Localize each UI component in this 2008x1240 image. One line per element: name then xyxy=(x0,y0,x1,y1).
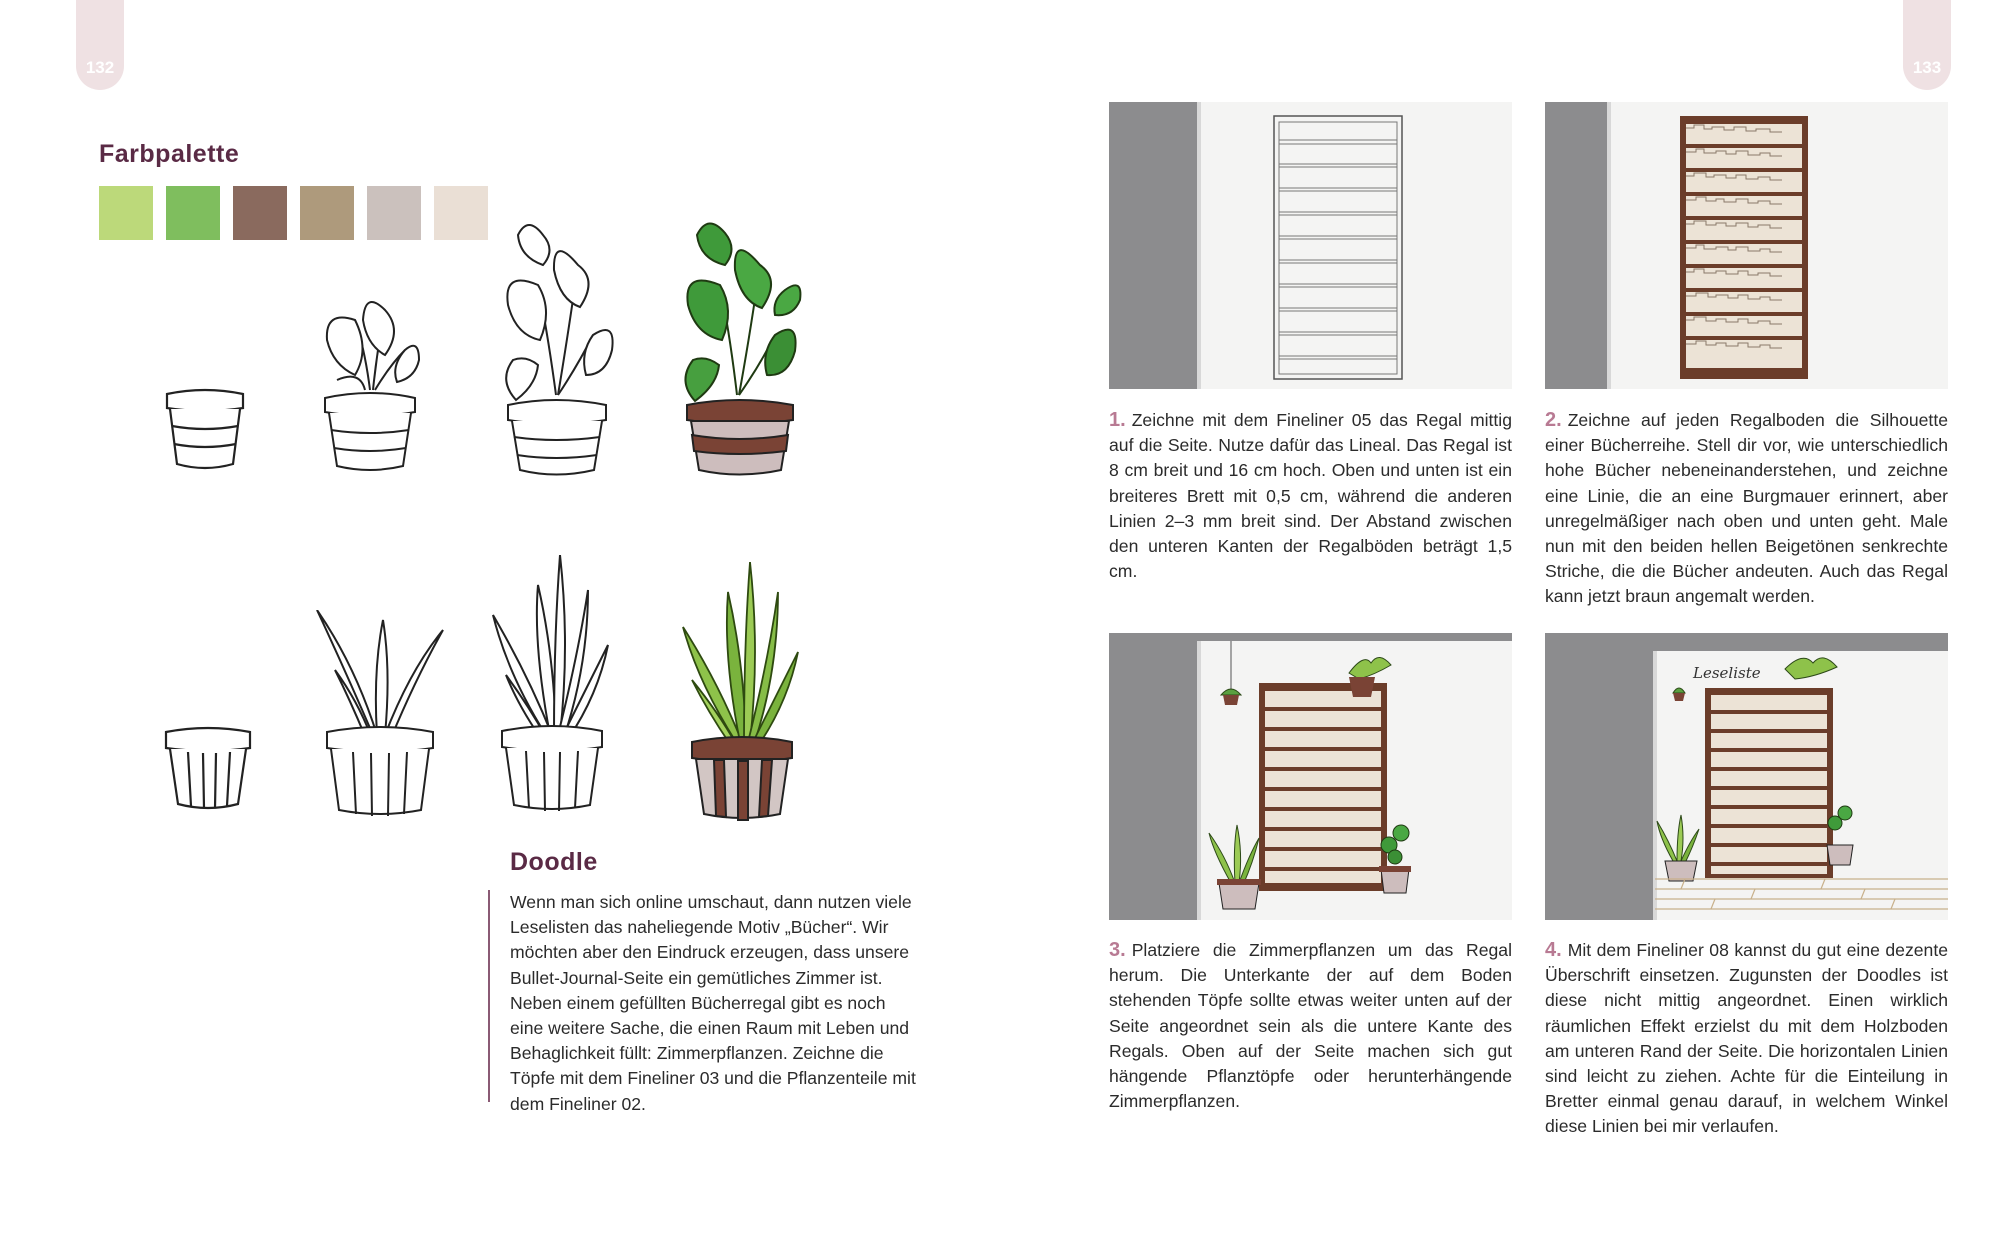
heart-plant-sketch-large xyxy=(498,215,618,480)
page-number-tab-left xyxy=(76,0,124,90)
step-1-number: 1. xyxy=(1109,409,1126,431)
doodle-text: Wenn man sich online umschaut, dann nutzen viele Leselisten das naheliegende Motiv „Bücher“. Wir möchten aber den Eindruck erzeugen, dass unsere Bullet-Journal-Seite ein gemütliches Zimmer ist. Neben einem gefüllten Bücherregal gibt es noch eine weitere Sache, die einen Raum mit Leben und Behaglichkeit füllt: Zimmerpflanzen. Zeichne die Töpfe mit dem Fineliner 03 und die Pflanzenteile mit dem Fineliner 02. xyxy=(510,892,916,1114)
pot-empty-ribbed xyxy=(158,718,258,818)
step-4-body: Mit dem Fineliner 08 kannst du gut eine dezente Überschrift einsetzen. Zugunsten der Doodles ist diese nicht mittig angeordnet. Einen wirklich räumlichen Effekt erzielst du mit dem Holzboden am unteren Rand der Seite. Die horizontalen Linien sind leicht zu ziehen. Achte für die Einteilung in Bretter einmal genau darauf, in welchem Winkel diese Linien bei mir verlaufen. xyxy=(1545,940,1948,1137)
snake-plant-sketch-large xyxy=(488,555,613,815)
step-1-text xyxy=(1109,408,1512,584)
step-4-number: 4. xyxy=(1545,939,1562,961)
palette-swatch xyxy=(300,186,354,240)
snake-plant-sketch-small xyxy=(315,610,445,820)
step-2-body: Zeichne auf jeden Regalboden die Silhouette einer Bücherreihe. Stell dir vor, wie unterschiedlich hohe Bücher nebeneinanderstehen, und zeichne eine Linie, die an eine Burgmauer erinnert, aber unregelmäßiger nach oben und unten geht. Male nun mit den beiden hellen Beigetönen senkrechte Striche, die die Bücher andeuten. Auch das Regal kann jetzt braun angemalt werden. xyxy=(1545,410,1948,607)
step-3-number: 3. xyxy=(1109,939,1126,961)
heart-plant-colored xyxy=(675,215,805,480)
doodle-title: Doodle xyxy=(510,848,598,876)
page-number-left: 132 xyxy=(85,58,115,77)
step-2-photo xyxy=(1545,102,1948,389)
page-number-right: 133 xyxy=(1912,58,1942,77)
palette-swatch xyxy=(99,186,153,240)
step-1-photo xyxy=(1109,102,1512,389)
photo-4-heading: Leseliste xyxy=(1693,664,1761,682)
step-4-text xyxy=(1545,938,1948,1140)
heart-plant-sketch-small xyxy=(315,270,425,480)
step-3-body: Platziere die Zimmerpflanzen um das Regal herum. Die Unterkante der auf dem Boden stehenden Töpfe sollte etwas weiter unten auf der Seite angeordnet sein als die untere Kante des Regals. Oben auf der Seite machen sich gut hängende Pflanztöpfe oder herunterhängende Zimmerpflanzen. xyxy=(1109,940,1512,1112)
palette-swatch xyxy=(166,186,220,240)
step-2-text xyxy=(1545,408,1948,610)
page-number-tab-right xyxy=(1903,0,1951,90)
snake-plant-colored xyxy=(678,562,803,822)
step-3-photo xyxy=(1109,633,1512,920)
step-2-number: 2. xyxy=(1545,409,1562,431)
pot-empty-striped xyxy=(155,380,255,480)
doodle-accent-rule xyxy=(488,890,490,1102)
palette-swatch xyxy=(233,186,287,240)
palette-title: Farbpalette xyxy=(99,140,240,168)
step-1-body: Zeichne mit dem Fineliner 05 das Regal mittig auf die Seite. Nutze dafür das Lineal. Das Regal ist 8 cm breit und 16 cm hoch. Oben und unten ist ein breiteres Brett mit 0,5 cm, während die anderen Linien 2–3 mm breit sind. Der Abstand zwischen den unteren Kanten der Regalböden beträgt 1,5 cm. xyxy=(1109,410,1512,582)
palette-swatch xyxy=(434,186,488,240)
palette-swatch xyxy=(367,186,421,240)
step-4-photo xyxy=(1545,633,1948,920)
step-3-text xyxy=(1109,938,1512,1114)
